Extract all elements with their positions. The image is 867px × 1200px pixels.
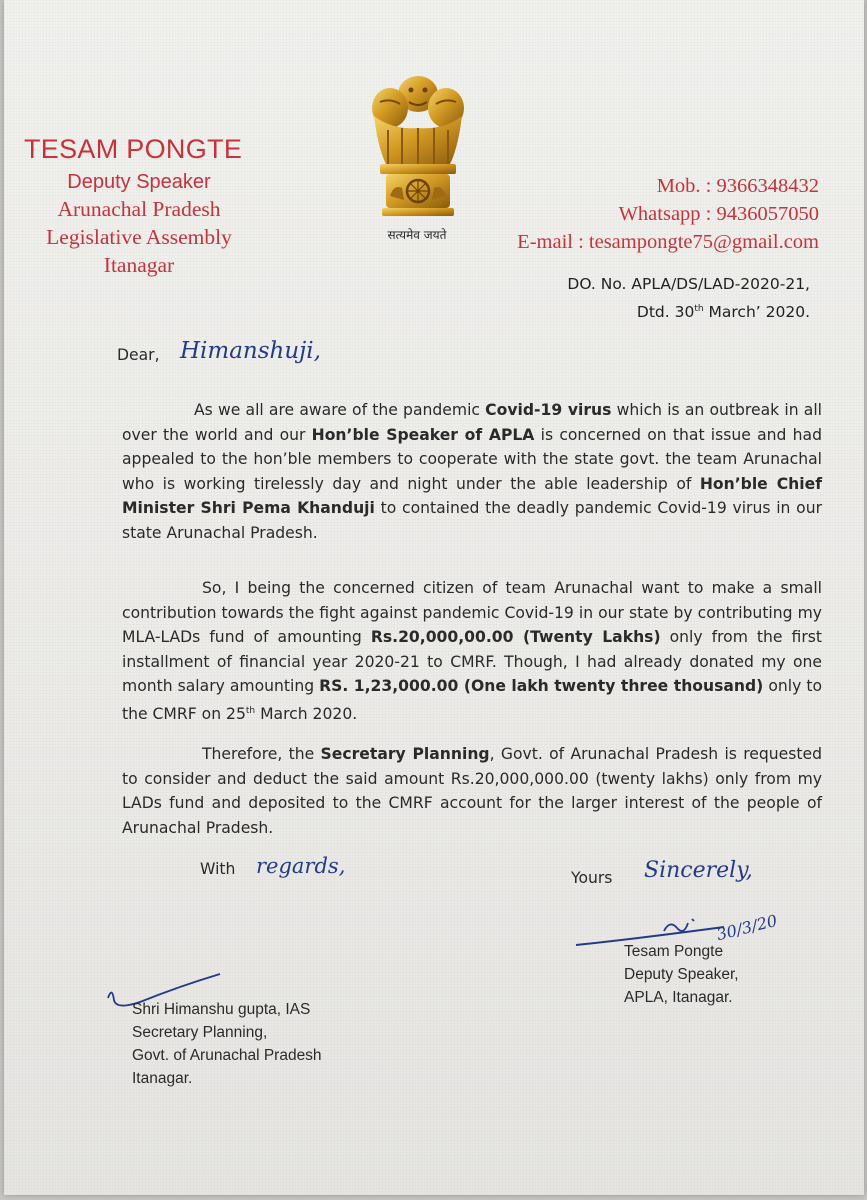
paragraph-1: As we all are aware of the pandemic Covid-19 virus which is an outbreak in all over the world and our Hon’ble Speaker of APLA is concerned on that issue and had appealed to the hon’ble members to cooperate with the state govt. the team Arunachal who is working tirelessly day and night under the able leadership of Hon’ble Chief Minister Shri Pema Khanduji to contained the deadly pandemic Covid-19 virus in our state Arunachal Pradesh. (122, 401, 823, 542)
reference-date: Dtd. 30th March’ 2020. (636, 303, 810, 322)
reference-number: DO. No. APLA/DS/LAD-2020-21, (567, 275, 810, 293)
letterhead-title: Deputy Speaker (67, 171, 211, 193)
sender-name: Tesam Pongte (624, 943, 724, 960)
paragraph-2: So, I being the concerned citizen of team Arunachal want to make a small contribution towards the fight against pandemic Covid-19 in our state by contributing my MLA-LADs fund of amounting Rs.20,000,00.00 (Twenty Lakhs) only from the first installment of financial year 2020-21 to CMRF. Though, I had already donated my one month salary amounting RS. 1,23,000.00 (One lakh twenty three thousand) only to the CMRF on 25th March 2020. (122, 579, 822, 723)
signature-date: 30/3/20 (714, 910, 780, 945)
recipient-org: Govt. of Arunachal Pradesh (132, 1047, 322, 1064)
recipient-block (132, 998, 322, 1090)
recipient-title: Secretary Planning, (132, 1024, 268, 1041)
letterhead-line-2: Legislative Assembly (46, 225, 232, 249)
reference-block (567, 272, 810, 325)
salutation-dear: Dear, (117, 346, 160, 364)
paragraph-3: Therefore, the Secretary Planning, Govt. of Arunachal Pradesh is requested to consider and deduct the said amount Rs.20,000,000.00 (twenty lakhs) only from my LADs fund and deposited to the CMRF account for the larger interest of the people of Arunachal Pradesh. (122, 745, 823, 837)
letter-paper (4, 0, 864, 1195)
recipient-name: Shri Himanshu gupta, IAS (132, 1001, 311, 1018)
salutation-handwritten-name: Himanshuji, (180, 338, 321, 364)
letterhead-line-3: Itanagar (103, 253, 175, 277)
contact-block (517, 172, 819, 256)
closing-regards-handwritten: regards, (256, 854, 346, 878)
sender-block (624, 940, 739, 1009)
letterhead-name: TESAM PONGTE (24, 134, 243, 164)
closing-yours: Yours (571, 869, 613, 887)
sender-title: Deputy Speaker, (624, 966, 739, 983)
state-emblem-icon (364, 68, 472, 248)
contact-email: E-mail : tesampongte75@gmail.com (517, 231, 819, 253)
recipient-place: Itanagar. (132, 1070, 193, 1087)
emblem-motto: सत्यमेव जयते (387, 228, 447, 242)
contact-mobile: Mob. : 9366348432 (656, 175, 819, 197)
closing-with: With (200, 860, 236, 878)
contact-whatsapp: Whatsapp : 9436057050 (618, 203, 819, 225)
closing-sincerely-handwritten: Sincerely, (644, 858, 753, 883)
sender-place: APLA, Itanagar. (624, 989, 733, 1006)
letterhead-line-1: Arunachal Pradesh (57, 197, 221, 221)
